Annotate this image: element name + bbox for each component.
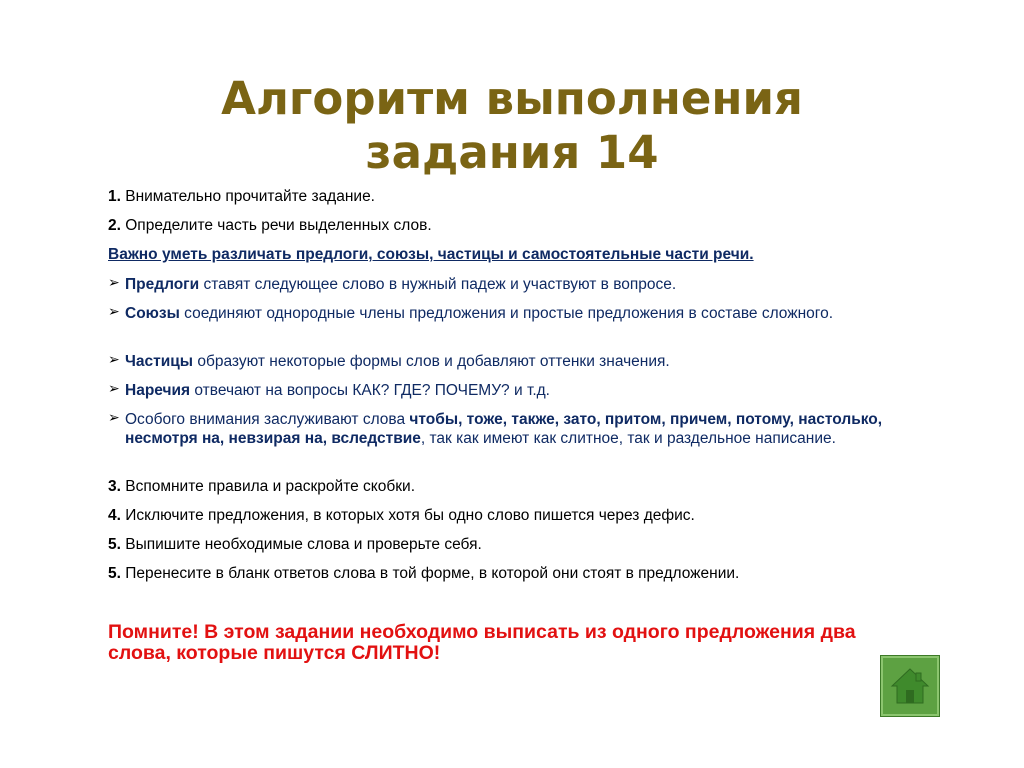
arrow-bullet-icon: ➢ — [108, 352, 120, 368]
important-note: Важно уметь различать предлоги, союзы, частицы и самостоятельные части речи. — [108, 246, 754, 263]
step-number: 2. — [108, 217, 121, 234]
bullet-special-words — [108, 410, 928, 448]
step-text: Выпишите необходимые слова и проверьте себя. — [120, 536, 482, 553]
bullet-text: Особого внимания заслуживают слова — [125, 411, 410, 428]
step-number: 5. — [108, 536, 121, 553]
step-text: Внимательно прочитайте задание. — [120, 188, 375, 205]
bullet-term: Предлоги — [125, 276, 200, 293]
arrow-bullet-icon: ➢ — [108, 275, 120, 291]
step-4 — [108, 507, 695, 525]
home-icon — [890, 666, 930, 706]
step-2 — [108, 217, 432, 235]
step-text: Вспомните правила и раскройте скобки. — [120, 478, 416, 495]
bullet-term: Наречия — [125, 382, 191, 399]
title-line-1: Алгоритм выполнения — [221, 72, 803, 125]
page-title — [0, 72, 1024, 180]
title-line-2: задания 14 — [365, 126, 659, 179]
reminder-text: Помните! В этом задании необходимо выписать из одного предложения два слова, которые пишутся СЛИТНО! — [108, 621, 856, 664]
step-number: 1. — [108, 188, 121, 205]
bullet-prepositions — [108, 275, 928, 294]
bullet-text: отвечают на вопросы КАК? ГДЕ? ПОЧЕМУ? и т.д. — [190, 382, 550, 399]
bullet-particles — [108, 352, 928, 371]
step-text: Перенесите в бланк ответов слова в той форме, в которой они стоят в предложении. — [120, 565, 740, 582]
step-number: 3. — [108, 478, 121, 495]
step-5 — [108, 536, 482, 554]
arrow-bullet-icon: ➢ — [108, 304, 120, 320]
special-words: чтобы, тоже, также, зато, притом, причем, потому, настолько, несмотря на, невзирая на, вследствие — [125, 411, 883, 447]
bullet-text: ставят следующее слово в нужный падеж и участвуют в вопросе. — [199, 276, 677, 293]
step-number: 5. — [108, 565, 121, 582]
step-3 — [108, 478, 415, 496]
bullet-term: Союзы — [125, 305, 180, 322]
bullet-term: Частицы — [125, 353, 194, 370]
bullet-text: , так как имеют как слитное, так и раздельное написание. — [420, 430, 836, 447]
arrow-bullet-icon: ➢ — [108, 410, 120, 426]
bullet-text: соединяют однородные члены предложения и простые предложения в составе сложного. — [179, 305, 834, 322]
step-text: Определите часть речи выделенных слов. — [120, 217, 432, 234]
bullet-adverbs — [108, 381, 928, 400]
arrow-bullet-icon: ➢ — [108, 381, 120, 397]
step-number: 4. — [108, 507, 121, 524]
bullet-conjunctions — [108, 304, 928, 323]
bullet-text: образуют некоторые формы слов и добавляют оттенки значения. — [193, 353, 670, 370]
step-text: Исключите предложения, в которых хотя бы одно слово пишется через дефис. — [120, 507, 695, 524]
step-1 — [108, 188, 375, 206]
home-button[interactable] — [880, 655, 940, 717]
step-6 — [108, 565, 739, 583]
